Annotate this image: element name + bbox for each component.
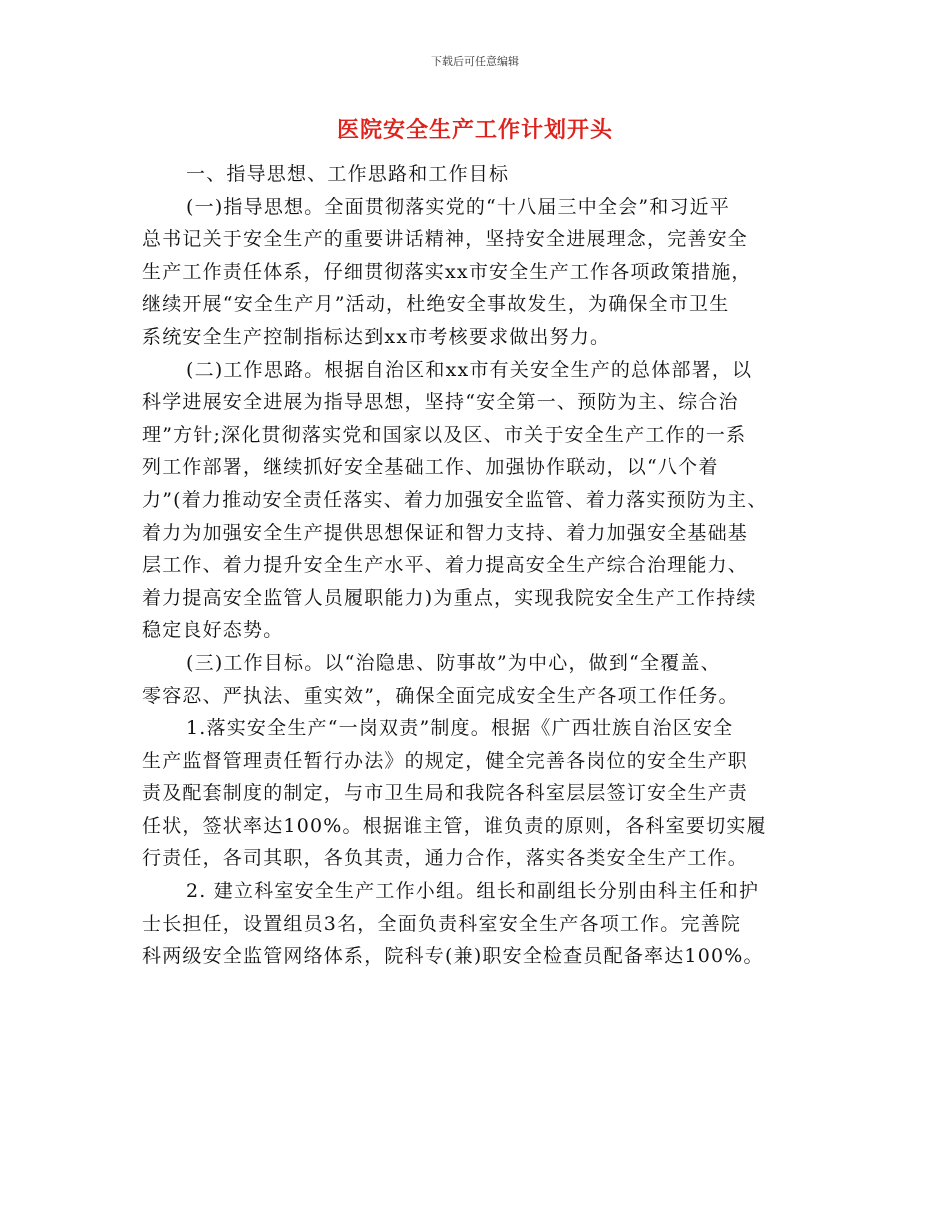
paragraph-line: 一、指导思想、工作思路和工作目标 <box>186 163 510 185</box>
paragraph-line: 零容忍、严执法、重实效”，确保全面完成安全生产各项工作任务。 <box>142 684 739 707</box>
paragraph-item-1 <box>142 712 817 875</box>
paragraph-line: 科学进展安全进展为指导思想，坚持“安全第一、预防为主、综合治 <box>142 391 739 414</box>
paragraph-line: 行责任，各司其职，各负其责，通力合作，落实各类安全生产工作。 <box>142 847 749 870</box>
paragraph-line: 着力为加强安全生产提供思想保证和智力支持、着力加强安全基础基 <box>142 521 749 544</box>
paragraph-line: 力”(着力推动安全责任落实、着力加强安全监管、着力落实预防为主、 <box>142 488 768 511</box>
paragraph-line: 士长担任，设置组员3名，全面负责科室安全生产各项工作。完善院 <box>142 912 742 935</box>
paragraph-line: (三)工作目标。以“治隐患、防事故”为中心，做到“全覆盖、 <box>186 651 721 674</box>
paragraph-line: 任状，签状率达100%。根据谁主管，谁负责的原则，各科室要切实履 <box>142 814 767 837</box>
header-note: 下载后可任意编辑 <box>431 55 519 68</box>
paragraph-work-approach <box>142 354 817 647</box>
paragraph-line: (一)指导思想。全面贯彻落实党的“十八届三中全会”和习近平 <box>186 195 731 218</box>
paragraph-line: 列工作部署，继续抓好安全基础工作、加强协作联动，以“八个着 <box>142 456 719 479</box>
document-body <box>142 158 817 973</box>
paragraph-line: 系统安全生产控制指标达到xx市考核要求做出努力。 <box>142 325 611 348</box>
paragraph-line: 科两级安全监管网络体系，院科专(兼)职安全检查员配备率达100%。 <box>142 945 764 968</box>
paragraph-line: 生产监督管理责任暂行办法》的规定，健全完善各岗位的安全生产职 <box>142 749 749 772</box>
paragraph-line: 理”方针;深化贯彻落实党和国家以及区、市关于安全生产工作的一系 <box>142 423 747 446</box>
paragraph-line: (二)工作思路。根据自治区和xx市有关安全生产的总体部署，以 <box>186 358 753 381</box>
paragraph-heading-1 <box>142 158 817 191</box>
paragraph-work-goals <box>142 647 817 712</box>
paragraph-line: 2. 建立科室安全生产工作小组。组长和副组长分别由科主任和护 <box>186 880 760 903</box>
paragraph-guiding-ideology <box>142 191 817 354</box>
paragraph-line: 继续开展“安全生产月”活动，杜绝安全事故发生，为确保全市卫生 <box>142 293 730 316</box>
paragraph-line: 稳定良好态势。 <box>142 619 284 642</box>
paragraph-line: 总书记关于安全生产的重要讲话精神，坚持安全进展理念，完善安全 <box>142 228 749 251</box>
paragraph-line: 责及配套制度的制定，与市卫生局和我院各科室层层签订安全生产责 <box>142 782 749 805</box>
paragraph-item-2 <box>142 875 817 973</box>
paragraph-line: 着力提高安全监管人员履职能力)为重点，实现我院安全生产工作持续 <box>142 586 757 609</box>
paragraph-line: 1.落实安全生产“一岗双责”制度。根据《广西壮族自治区安全 <box>186 717 734 740</box>
paragraph-line: 层工作、着力提升安全生产水平、着力提高安全生产综合治理能力、 <box>142 554 749 577</box>
document-title: 医院安全生产工作计划开头 <box>336 117 613 143</box>
paragraph-line: 生产工作责任体系，仔细贯彻落实xx市安全生产工作各项政策措施， <box>142 260 752 283</box>
